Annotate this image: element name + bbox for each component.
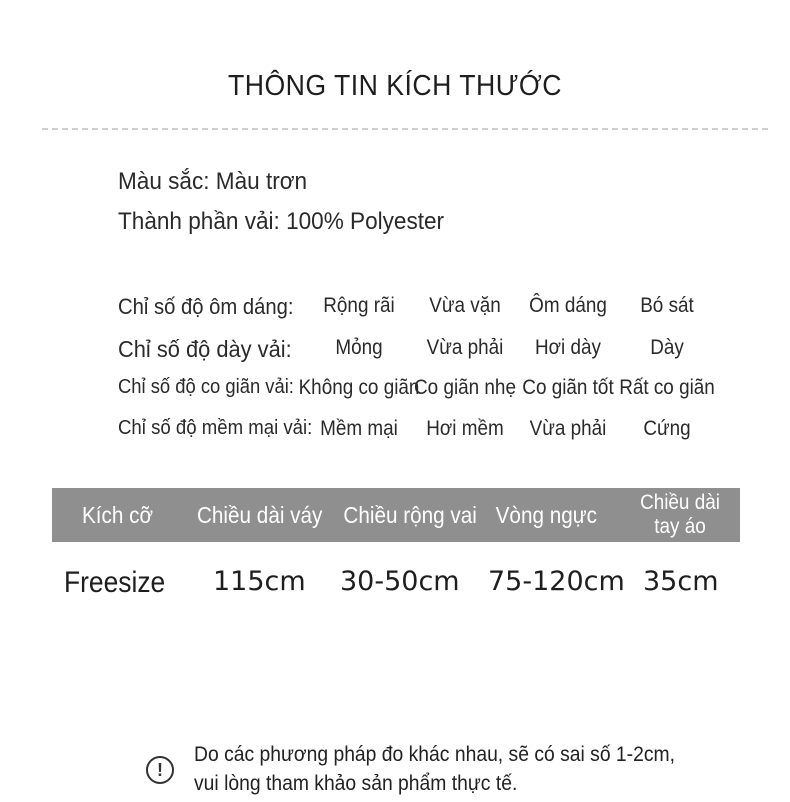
stretch-option: Co giãn nhẹ bbox=[414, 376, 516, 399]
measurement-notice bbox=[146, 740, 746, 800]
bust-cell: 75-120cm bbox=[488, 566, 625, 597]
stretch-index-label: Chỉ số độ co giãn vải: bbox=[118, 376, 294, 398]
size-cell: Freesize bbox=[64, 566, 166, 599]
stretch-index-row bbox=[0, 376, 790, 406]
notice-line-1: Do các phương pháp đo khác nhau, sẽ có sai số 1-2cm, bbox=[194, 743, 675, 766]
sleeve-length-cell: 35cm bbox=[643, 566, 719, 597]
thickness-option: Mỏng bbox=[335, 336, 383, 359]
softness-option: Vừa phải bbox=[529, 417, 607, 440]
thickness-option: Hơi dày bbox=[535, 336, 601, 359]
fit-option: Vừa vặn bbox=[429, 294, 501, 317]
exclamation-circle-icon: ! bbox=[146, 756, 174, 784]
stretch-option: Rất co giãn bbox=[619, 376, 715, 399]
softness-index-row bbox=[0, 417, 790, 447]
notice-line-2: vui lòng tham khảo sản phẩm thực tế. bbox=[194, 772, 518, 795]
fit-option: Bó sát bbox=[640, 294, 694, 317]
size-table-header bbox=[52, 488, 740, 542]
thickness-option: Vừa phải bbox=[426, 336, 504, 359]
header-cell-shoulder-width: Chiều rộng vai bbox=[343, 502, 477, 528]
fit-index-label: Chỉ số độ ôm dáng: bbox=[118, 294, 294, 319]
notice-text bbox=[194, 740, 675, 798]
page-title: THÔNG TIN KÍCH THƯỚC bbox=[227, 70, 563, 102]
softness-index-label: Chỉ số độ mềm mại vải: bbox=[118, 417, 313, 439]
stretch-option: Không co giãn bbox=[298, 376, 420, 399]
header-cell-size: Kích cỡ bbox=[81, 502, 153, 528]
table-row bbox=[0, 566, 790, 606]
fit-option: Ôm dáng bbox=[529, 294, 607, 317]
thickness-option: Dày bbox=[650, 336, 684, 359]
softness-option: Hơi mềm bbox=[426, 417, 504, 440]
fit-option: Rộng rãi bbox=[323, 294, 395, 317]
softness-option: Mềm mại bbox=[320, 417, 398, 440]
dashed-divider bbox=[42, 128, 768, 130]
thickness-index-row bbox=[0, 336, 790, 366]
fabric-info: Thành phần vải: 100% Polyester bbox=[118, 208, 445, 235]
header-cell-bust: Vòng ngực bbox=[495, 502, 597, 528]
header-cell-sleeve-length: Chiều dài tay áo bbox=[640, 491, 720, 538]
fit-index-row bbox=[0, 294, 790, 324]
softness-option: Cứng bbox=[643, 417, 691, 440]
header-cell-dress-length: Chiều dài váy bbox=[196, 502, 323, 528]
dress-length-cell: 115cm bbox=[213, 566, 306, 597]
shoulder-width-cell: 30-50cm bbox=[340, 566, 460, 597]
thickness-index-label: Chỉ số độ dày vải: bbox=[118, 336, 292, 362]
stretch-option: Co giãn tốt bbox=[522, 376, 614, 399]
color-info: Màu sắc: Màu trơn bbox=[118, 168, 308, 195]
